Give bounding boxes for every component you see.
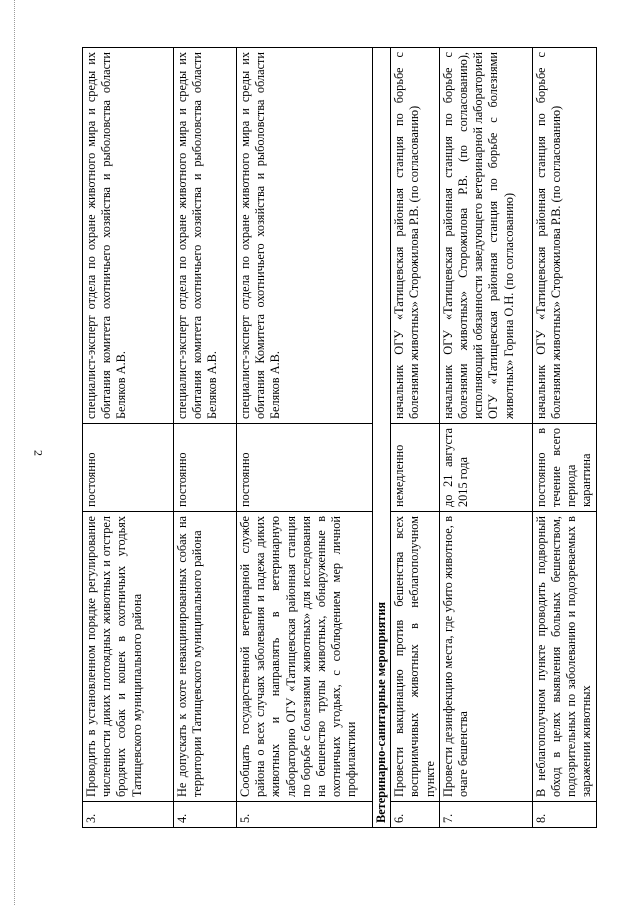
measure-responsible: начальник ОГУ «Татищевская районная станция по борьбе с болезнями животных» Сторожилова Р.В. (по согласованию), исполняющий обязанности заведующего ветеринарной лабораторией ОГУ «Татищевская районная станция по борьбе с болезнями животных» Горина О.Н. (по согласованию) <box>439 48 532 424</box>
row-number: 5. <box>237 802 373 828</box>
row-number: 6. <box>391 802 440 828</box>
table-row <box>439 48 532 828</box>
measure-term: постоянно в течение всего периода карантина <box>532 424 596 512</box>
measure-term: немедленно <box>391 424 440 512</box>
measure-text: Не допускать к охоте невакцинированных собак на территории Татищевского муниципального района <box>174 512 237 802</box>
table-row <box>174 48 237 828</box>
measure-text: Провести дезинфекцию места, где убито животное, в очаге бешенства <box>439 512 532 802</box>
row-number: 4. <box>174 802 237 828</box>
measure-text: Проводить в установленном порядке регулирование численности диких плотоядных животных и отстрел бродячих собак и кошек в охотничьих угодьях Татищевского муниципального района <box>83 512 174 802</box>
measure-responsible: начальник ОГУ «Татищевская районная станция по борьбе с болезнями животных» Сторожилова Р.В. (по согласованию) <box>532 48 596 424</box>
table-row <box>237 48 373 828</box>
row-number: 7. <box>439 802 532 828</box>
measure-text: В неблагополучном пункте проводить подворный обход в целях выявления больных бешенством, подозрительных по заболеванию и подозреваемых в заражении животных <box>532 512 596 802</box>
row-number: 8. <box>532 802 596 828</box>
measure-responsible: специалист-эксперт отдела по охране животного мира и среды их обитания комитета охотничьего хозяйства и рыболовства области Беляков А.В. <box>174 48 237 424</box>
section-row <box>373 48 391 828</box>
scan-edge-line <box>14 0 15 905</box>
table-row <box>391 48 440 828</box>
table-row <box>532 48 596 828</box>
measure-term: постоянно <box>83 424 174 512</box>
measure-responsible: специалист-эксперт отдела по охране животного мира и среды их обитания Комитета охотничьего хозяйства и рыболовства области Беляков А.В. <box>237 48 373 424</box>
measure-term: постоянно <box>237 424 373 512</box>
measure-responsible: начальник ОГУ «Татищевская районная станция по борьбе с болезнями животных» Сторожилова Р.В. (по согласованию) <box>391 48 440 424</box>
table-row <box>83 48 174 828</box>
measure-term: до 21 августа 2015 года <box>439 424 532 512</box>
measure-text: Провести вакцинацию против бешенства всех восприимчивых животных в неблагополучном пункте <box>391 512 440 802</box>
rotated-page <box>82 48 640 828</box>
section-title: Ветеринарно-санитарные мероприятия <box>373 48 391 828</box>
row-number: 3. <box>83 802 174 828</box>
measure-responsible: специалист-эксперт отдела по охране животного мира и среды их обитания комитета охотничьего хозяйства и рыболовства области Беляков А.В. <box>83 48 174 424</box>
measure-term: постоянно <box>174 424 237 512</box>
measure-text: Сообщать государственной ветеринарной службе района о всех случаях заболевания и падежа диких животных и направлять в ветеринарную лабораторию ОГУ «Татищевская районная станция по борьбе с болезнями животных» для исследования на бешенство трупы животных, обнаруженные в охотничьих угодьях, с соблюдением мер личной профилактики <box>237 512 373 802</box>
measures-table <box>82 47 597 828</box>
page-number: 2 <box>31 450 46 456</box>
